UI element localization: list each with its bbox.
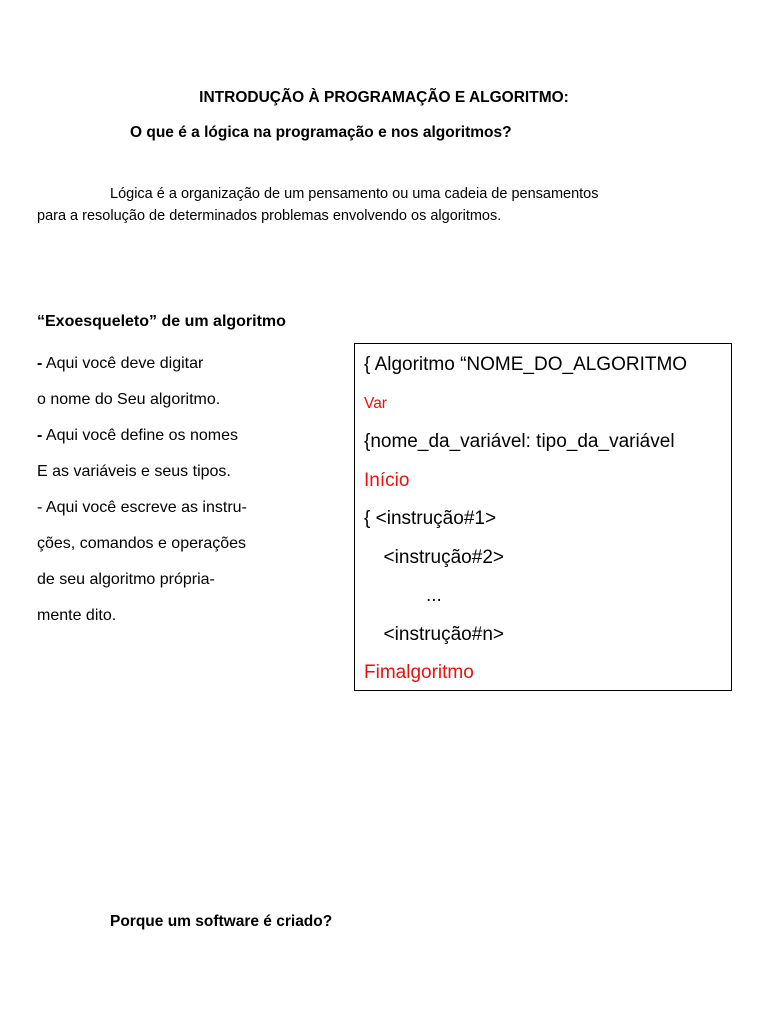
paragraph-line-2: para a resolução de determinados problemas envolvendo os algoritmos. [37,208,502,224]
exoskeleton-heading: “Exoesqueleto” de um algoritmo [37,313,286,330]
paragraph-line-1: Lógica é a organização de um pensamento ou uma cadeia de pensamentos [110,186,599,202]
explanation-line: - Aqui você define os nomes [37,427,239,444]
question-heading: Porque um software é criado? [110,913,333,930]
explanation-line: de seu algoritmo própria- [37,571,215,588]
explanation-line: E as variáveis e seus tipos. [37,463,231,480]
exoskeleton-explanation [37,346,247,634]
code-line-instruction-2: <instrução#2> [373,546,504,568]
code-line-fimalgoritmo: Fimalgoritmo [364,662,474,683]
code-line-instruction-n: <instrução#n> [373,623,504,645]
explanation-line: - Aqui você deve digitar [37,355,204,372]
document-title: INTRODUÇÃO À PROGRAMAÇÃO E ALGORITMO: [199,89,569,106]
explanation-line: mente dito. [37,607,117,624]
code-line-var: Var [364,394,387,412]
document-subtitle: O que é a lógica na programação e nos algoritmos? [130,124,512,141]
code-line-inicio: Início [364,469,410,491]
code-line-algorithm: { Algoritmo “NOME_DO_ALGORITMO [364,354,688,375]
code-line-instruction-1: { <instrução#1> [364,508,497,529]
code-line-variable-declaration: {nome_da_variável: tipo_da_variável [364,431,675,452]
explanation-line: o nome do Seu algoritmo. [37,391,221,408]
code-line-ellipsis: ... [426,585,442,606]
explanation-line: - Aqui você escreve as instru- [37,499,247,516]
explanation-line: ções, comandos e operações [37,535,247,552]
algorithm-code-box [354,343,732,691]
